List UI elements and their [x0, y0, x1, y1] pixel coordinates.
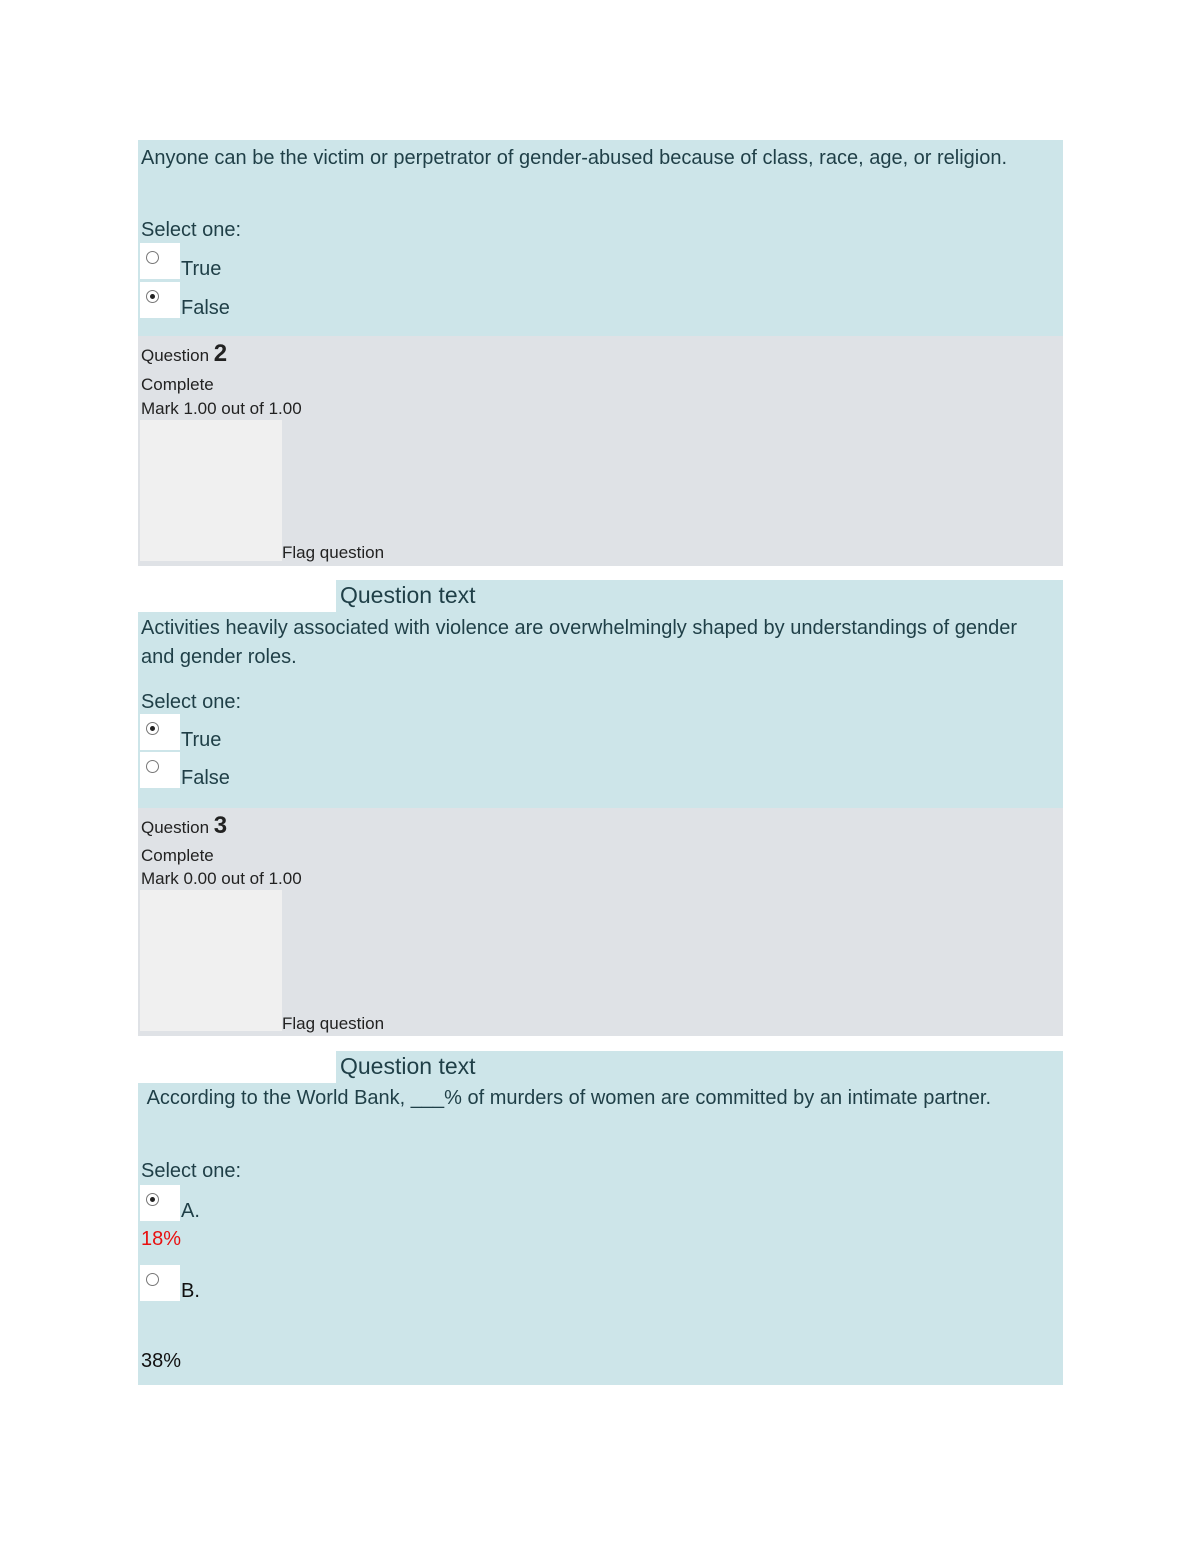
question-3-text: According to the World Bank, ___% of murders of women are committed by an intimate partner.: [141, 1087, 992, 1109]
question-status: Complete: [141, 846, 214, 865]
select-one-label: Select one:: [141, 691, 242, 713]
option-a[interactable]: [138, 1185, 438, 1221]
radio-checked-icon[interactable]: [146, 290, 159, 303]
option-true[interactable]: [138, 243, 438, 279]
option-label: False: [181, 297, 230, 319]
flag-question-link[interactable]: Flag question: [282, 1014, 385, 1033]
select-one-label: Select one:: [141, 219, 242, 241]
option-false[interactable]: [138, 282, 438, 318]
select-one-label: Select one:: [141, 1160, 242, 1182]
question-3-info: [138, 808, 1063, 1036]
flag-icon[interactable]: [140, 420, 282, 561]
question-mark: Mark 1.00 out of 1.00: [141, 399, 302, 418]
question-status: Complete: [141, 375, 214, 394]
radio-unchecked-icon[interactable]: [146, 760, 159, 773]
radio-unchecked-icon[interactable]: [146, 251, 159, 264]
radio-checked-icon[interactable]: [146, 722, 159, 735]
question-number: Question 2: [141, 340, 228, 367]
option-label: B.: [181, 1280, 200, 1302]
option-a-value: 18%: [141, 1228, 182, 1250]
option-label: True: [181, 729, 222, 751]
radio-unchecked-icon[interactable]: [146, 1273, 159, 1286]
question-mark: Mark 0.00 out of 1.00: [141, 869, 302, 888]
radio-checked-icon[interactable]: [146, 1193, 159, 1206]
question-2-content: [138, 612, 1063, 808]
question-1-text: Anyone can be the victim or perpetrator of gender-abused because of class, race, age, or religion.: [141, 147, 1008, 169]
question-2-text: Activities heavily associated with violence are overwhelmingly shaped by understandings of gender and gender roles.: [141, 617, 1018, 668]
question-1-content: [138, 140, 1063, 336]
option-true[interactable]: [138, 714, 438, 750]
option-b-value: 38%: [141, 1350, 182, 1372]
question-2-text-header: Question text: [336, 580, 1063, 612]
option-label: A.: [181, 1200, 200, 1222]
question-3-text-header: Question text: [336, 1051, 1063, 1083]
question-number: Question 3: [141, 812, 228, 839]
question-3-content: [138, 1083, 1063, 1385]
flag-question-link[interactable]: Flag question: [282, 543, 385, 562]
option-label: False: [181, 767, 230, 789]
flag-icon[interactable]: [140, 890, 282, 1031]
option-b[interactable]: [138, 1265, 438, 1301]
question-2-info: [138, 336, 1063, 566]
option-label: True: [181, 258, 222, 280]
option-false[interactable]: [138, 752, 438, 788]
